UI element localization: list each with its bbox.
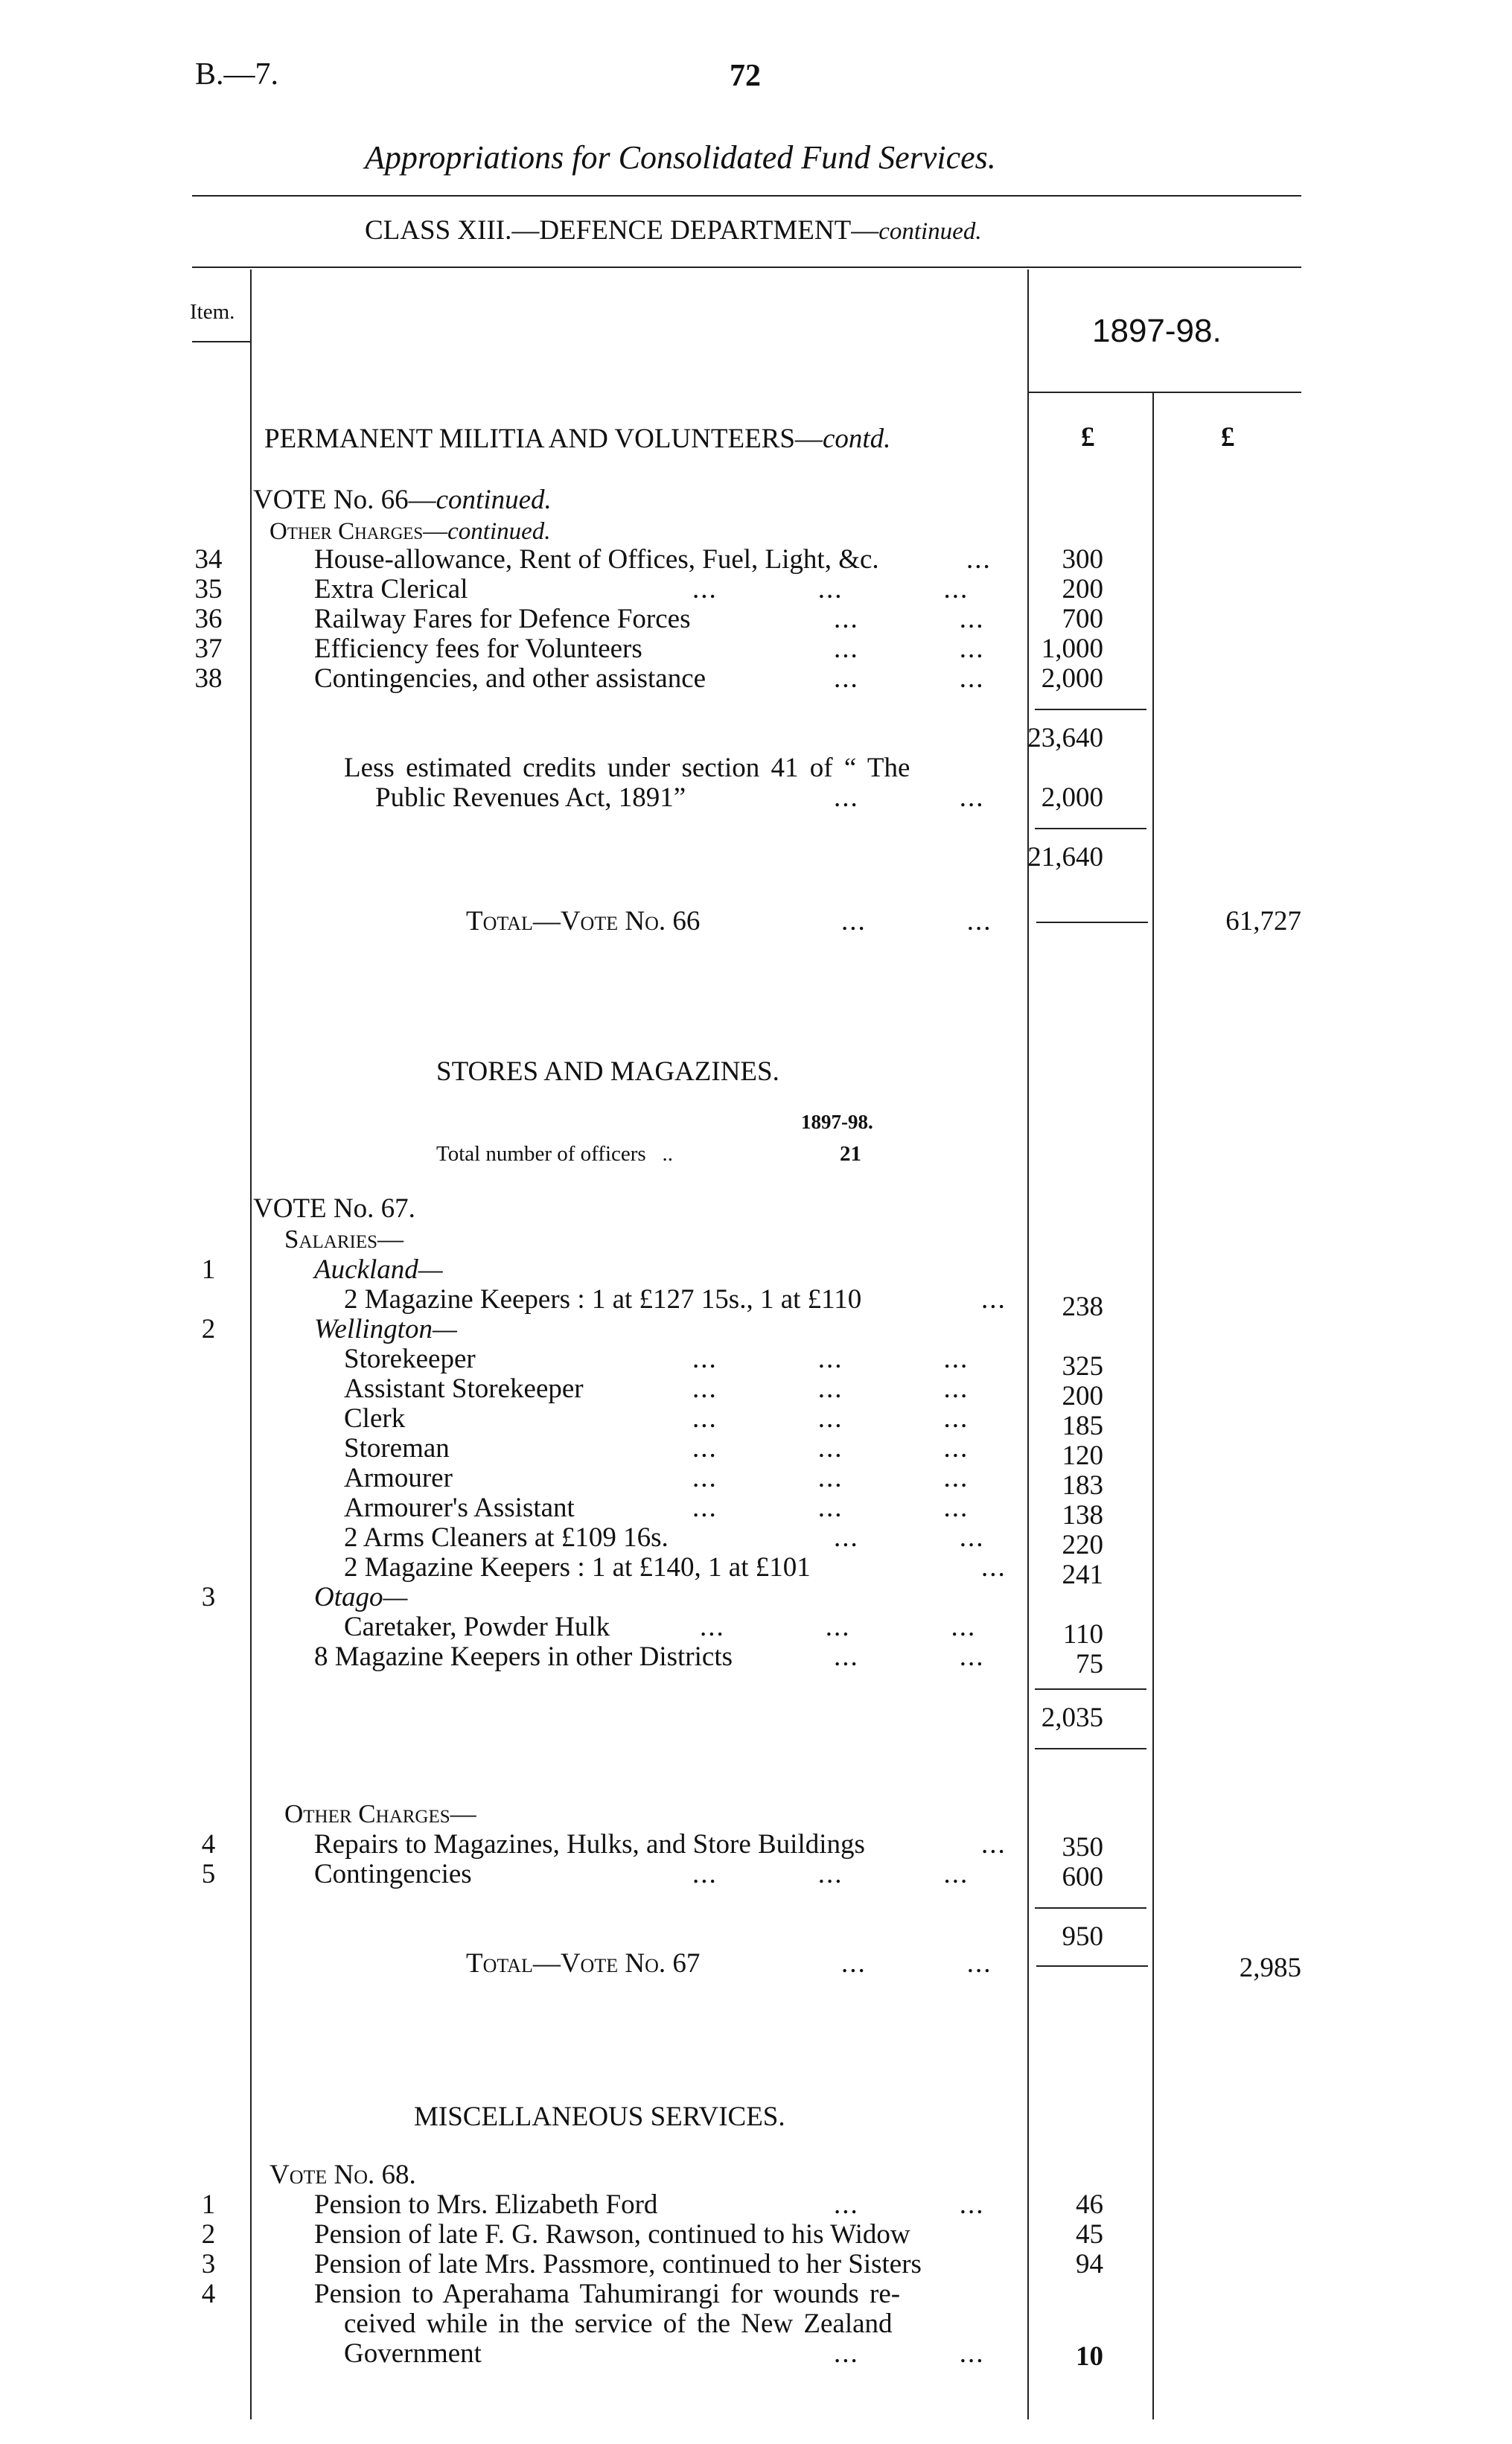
leader-dots: ... [981,1829,1007,1860]
less-credits-line1: Less estimated credits under section 41 of “ The [344,753,910,783]
leader-dots: ... ... ... [700,1612,977,1642]
vote-66-text: VOTE No. 66— [253,485,436,515]
line-item-amount: 110 [1062,1619,1103,1650]
item-header-rule [192,341,250,342]
page-code: B.—7. [195,57,279,92]
item-number: 2 [201,2219,216,2250]
item-number: 2 [201,1314,216,1344]
leader-dots: ... ... ... [692,1493,969,1523]
line-item-amount: 238 [1062,1292,1103,1322]
leader-dots: ... ... ... [692,1403,969,1434]
line-item-label: 8 Magazine Keepers in other Districts [314,1641,733,1672]
amount-column-divider-mid [1152,393,1154,2419]
officers-label: Total number of officers .. [436,1142,673,1166]
net-amount: 21,640 [1027,842,1103,872]
line-item-amount: 300 [1062,544,1103,575]
item-number: 4 [201,2279,216,2309]
leader-dots: ... ... [834,1641,985,1672]
less-credits-amount: 2,000 [1041,782,1103,813]
line-item-amount: 600 [1062,1862,1103,1892]
district-heading: Auckland— [314,1254,443,1285]
section-heading-militia [264,424,890,454]
line-item-label: Assistant Storekeeper [344,1373,584,1404]
item-number: 4 [201,1829,216,1860]
leader-dots: ... ... [841,906,992,937]
other-subtotal-rule [1035,1907,1146,1909]
vote-68-heading [269,2160,416,2190]
line-item-label: 2 Arms Cleaners at £109 16s. [344,1522,669,1553]
section-heading-stores: STORES AND MAGAZINES. [436,1056,779,1087]
total-rule-66 [1036,922,1148,923]
line-item-label: Railway Fares for Defence Forces [314,604,691,634]
pound-symbol-col2: £ [1221,422,1235,453]
item-number: 1 [201,2189,216,2220]
officers-count: 21 [840,1142,861,1166]
line-item-amount: 1,000 [1041,634,1103,664]
line-item-label: Efficiency fees for Volunteers [314,634,642,664]
leader-dots: ... ... [834,604,985,634]
leader-dots: ... ... ... [692,1344,969,1374]
other-charges-67-heading: Other Charges— [284,1799,476,1828]
salaries-subtotal: 2,035 [1041,1703,1103,1733]
line-item-label: Pension to Aperahama Tahumirangi for wounds re- [314,2279,901,2309]
line-item-amount: 2,000 [1041,663,1103,694]
total-vote-66-label: Total—Vote No. 66 [466,906,701,937]
line-item-label: Contingencies [314,1859,472,1889]
vote-66-cont: continued. [436,485,552,515]
leader-dots: ... ... [834,1522,985,1553]
leader-dots: ... ... [834,2338,985,2369]
leader-dots: ... [966,544,992,575]
line-item-amount: 183 [1062,1470,1103,1501]
line-item-amount: 45 [1076,2219,1103,2250]
leader-dots: ... ... [834,782,985,813]
other-charges-text: Other Charges— [269,518,448,545]
leader-dots: ... ... ... [692,1373,969,1404]
leader-dots: ... ... ... [692,1859,969,1889]
line-item-label: Storekeeper [344,1344,476,1374]
page-title: Appropriations for Consolidated Fund Services. [365,139,996,176]
leader-dots: ... ... [834,2189,985,2220]
total-vote-66-amount: 61,727 [1225,906,1301,937]
line-item-label: Pension to Mrs. Elizabeth Ford [314,2189,658,2220]
line-item-amount: 94 [1076,2249,1103,2279]
vote-66-heading [253,485,552,515]
line-item-amount: 325 [1062,1351,1103,1382]
class-heading-text: CLASS XIII.—DEFENCE DEPARTMENT— [365,215,879,246]
section-heading-misc: MISCELLANEOUS SERVICES. [414,2102,785,2132]
total-vote-67-label: Total—Vote No. 67 [466,1948,701,1979]
less-credits-line2: Public Revenues Act, 1891” [375,782,686,813]
other-charges-cont: continued. [447,518,551,545]
section-heading-cont: contd. [822,424,891,454]
salaries-subtotal-rule [1035,1688,1146,1690]
leader-dots: ... ... [834,663,985,694]
leader-dots: ... [981,1552,1007,1583]
line-item-amount: 46 [1076,2189,1103,2220]
item-number: 36 [194,604,223,634]
line-item-amount: 10 [1076,2341,1103,2372]
item-number: 5 [201,1859,216,1889]
line-item-label: Clerk [344,1403,406,1434]
salaries-subtotal-underline [1035,1748,1146,1749]
line-item-amount: 200 [1062,574,1103,604]
district-heading: Wellington— [314,1314,457,1344]
line-item-label: Contingencies, and other assistance [314,663,706,694]
pound-symbol-col1: £ [1081,422,1095,453]
other-subtotal: 950 [1062,1921,1103,1952]
item-number: 34 [194,544,223,575]
leader-dots: ... ... [834,634,985,664]
class-heading-cont: continued. [878,218,982,245]
line-item-label-cont: ceived while in the service of the New Zealand [344,2309,893,2339]
item-number: 1 [201,1254,216,1285]
line-item-label: Caretaker, Powder Hulk [344,1612,610,1642]
net-rule [1035,828,1146,829]
vote-67-heading: VOTE No. 67. [253,1193,415,1224]
line-item-label: Pension of late F. G. Rawson, continued to his Widow [314,2219,910,2250]
line-item-label: 2 Magazine Keepers : 1 at £140, 1 at £101 [344,1552,811,1583]
item-number: 38 [194,663,223,694]
line-item-amount: 700 [1062,604,1103,634]
vote-68-text: Vote No. 68. [269,2160,416,2190]
district-heading: Otago— [314,1582,408,1612]
item-column-header: Item. [190,300,235,324]
officers-year: 1897-98. [801,1111,873,1133]
line-item-label-cont: Government [344,2338,482,2369]
year-header-rule [1029,392,1301,393]
line-item-amount: 138 [1062,1500,1103,1531]
line-item-label: 2 Magazine Keepers : 1 at £127 15s., 1 at £110 [344,1284,862,1315]
leader-dots: ... ... ... [692,574,969,604]
line-item-amount: 75 [1076,1649,1103,1679]
line-item-label: Extra Clerical [314,574,468,604]
table-top-rule [192,267,1301,268]
leader-dots: ... ... [841,1948,992,1979]
line-item-label: House-allowance, Rent of Offices, Fuel, Light, &c. [314,544,879,575]
line-item-amount: 350 [1062,1832,1103,1863]
other-charges-heading [269,518,551,545]
leader-dots: ... ... ... [692,1433,969,1464]
salaries-heading: Salaries— [284,1225,404,1254]
line-item-label: Armourer [344,1463,453,1493]
item-number: 3 [201,2249,216,2279]
total-vote-67-amount: 2,985 [1239,1953,1301,1983]
subtotal-rule [1035,709,1146,710]
line-item-amount: 185 [1062,1411,1103,1441]
leader-dots: ... [981,1284,1007,1315]
line-item-amount: 200 [1062,1381,1103,1411]
item-number: 35 [194,574,223,604]
year-column-header: 1897-98. [1092,313,1222,349]
class-heading [365,216,982,246]
page-number: 72 [730,59,761,93]
leader-dots: ... ... ... [692,1463,969,1493]
item-number: 3 [201,1582,216,1612]
line-item-label: Repairs to Magazines, Hulks, and Store Buildings [314,1829,865,1860]
line-item-label: Armourer's Assistant [344,1493,575,1523]
line-item-label: Storeman [344,1433,450,1464]
line-item-amount: 120 [1062,1440,1103,1471]
line-item-amount: 241 [1062,1560,1103,1590]
item-number: 37 [194,634,223,664]
total-rule-67 [1036,1965,1148,1967]
item-column-divider [250,269,252,2419]
line-item-label: Pension of late Mrs. Passmore, continued to her Sisters [314,2249,922,2279]
subtotal-amount: 23,640 [1027,723,1103,753]
line-item-amount: 220 [1062,1530,1103,1560]
section-heading-text: PERMANENT MILITIA AND VOLUNTEERS— [264,424,823,454]
title-rule [192,195,1301,197]
